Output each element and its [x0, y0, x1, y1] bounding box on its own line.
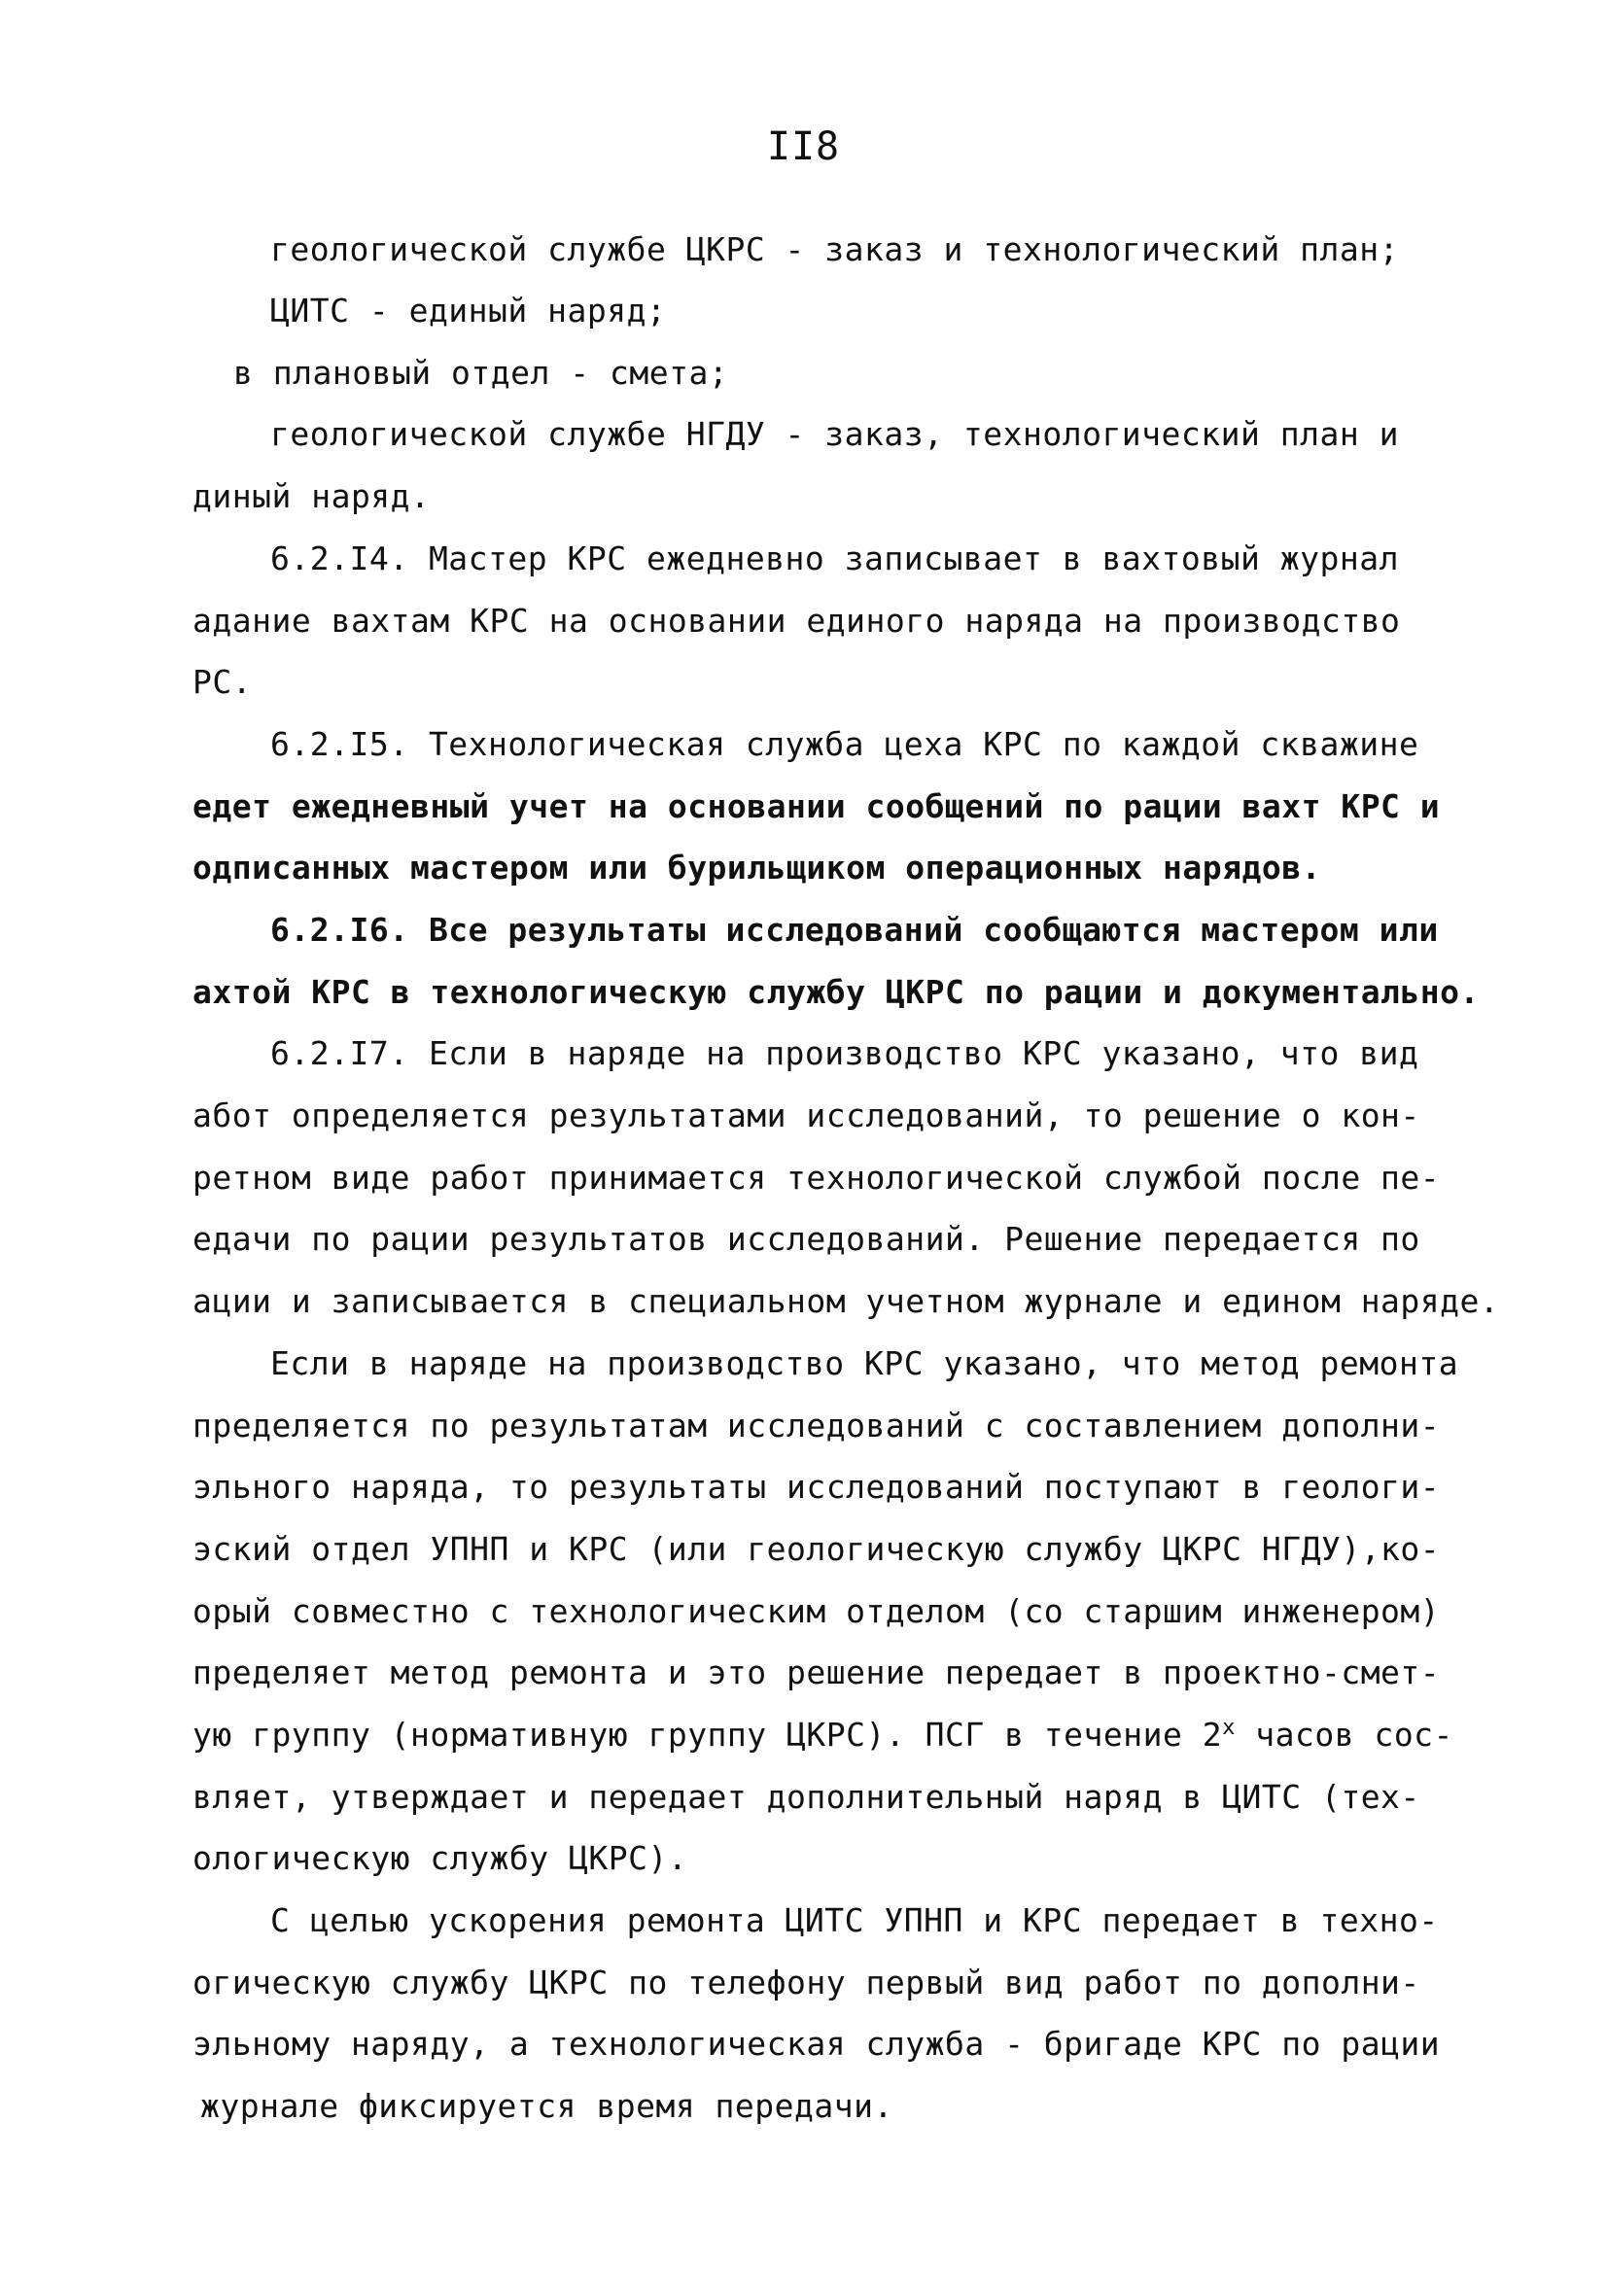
text-line-25 — [192, 1716, 1453, 1755]
text-line-13: ахтой КРС в технологическую службу ЦКРС по рации и документально. — [192, 973, 1480, 1011]
text-line-22: эский отдел УПНП и КРС (или геологическую службу ЦКРС НГДУ),ко- — [192, 1530, 1441, 1568]
text-line-18: ации и записывается в специальном учетном журнале и едином наряде. — [192, 1282, 1500, 1320]
text-line-4: геологической службе НГДУ - заказ, технологический план и — [270, 415, 1399, 453]
text-line-19: Если в наряде на производство КРС указано, что метод ремонта — [270, 1344, 1459, 1382]
text-line-15: абот определяется результатами исследований, то решение о кон- — [192, 1096, 1420, 1134]
text-line-12: 6.2.I6. Все результаты исследований сообщаются мастером или — [270, 911, 1439, 949]
text-line-25-main: ую группу (нормативную группу ЦКРС). ПСГ в течение 2 — [192, 1716, 1223, 1754]
text-line-7: адание вахтам КРС на основании единого наряда на производство — [192, 602, 1401, 640]
text-line-14: 6.2.I7. Если в наряде на производство КРС указано, что вид — [270, 1034, 1419, 1072]
text-line-8: РС. — [192, 663, 253, 701]
text-line-20: пределяется по результатам исследований с составлением дополни- — [192, 1407, 1441, 1444]
text-line-21: эльного наряда, то результаты исследований поступают в геологи- — [192, 1468, 1441, 1506]
text-line-25-tail: часов сос- — [1235, 1716, 1453, 1754]
text-line-28: С целью ускорения ремонта ЦИТС УПНП и КРС передает в техно- — [270, 1901, 1439, 1939]
text-line-6: 6.2.I4. Мастер КРС ежедневно записывает в вахтовый журнал — [270, 539, 1399, 577]
text-line-24: пределяет метод ремонта и это решение передает в проектно-смет- — [192, 1653, 1441, 1691]
text-line-1: геологической службе ЦКРС - заказ и технологический план; — [270, 230, 1399, 268]
text-line-30: эльному наряду, а технологическая служба - бригаде КРС по рации — [192, 2025, 1441, 2063]
text-line-29: огическую службу ЦКРС по телефону первый вид работ по дополни- — [192, 1964, 1420, 2001]
text-line-10: едет ежедневный учет на основании сообщений по рации вахт КРС и — [192, 787, 1441, 825]
text-line-27: ологическую службу ЦКРС). — [192, 1839, 688, 1877]
text-line-2: ЦИТС - единый наряд; — [270, 292, 667, 330]
text-line-17: едачи по рации результатов исследований. Решение передается по — [192, 1220, 1420, 1258]
text-line-9: 6.2.I5. Технологическая служба цеха КРС по каждой скважине — [270, 725, 1419, 763]
page-number: II8 — [766, 124, 841, 169]
text-line-26: вляет, утверждает и передает дополнительный наряд в ЦИТС (тех- — [192, 1778, 1420, 1816]
text-line-16: ретном виде работ принимается технологической службой после пе- — [192, 1159, 1441, 1197]
text-line-3: в плановый отдел - смета; — [233, 354, 729, 392]
text-line-31: журнале фиксируется время передачи. — [200, 2087, 893, 2125]
footnote-marker: х — [1222, 1716, 1236, 1740]
text-line-5: диный наряд. — [192, 477, 431, 515]
text-line-11: одписанных мастером или бурильщиком операционных нарядов. — [192, 849, 1321, 887]
text-line-23: орый совместно с технологическим отделом (со старшим инженером) — [192, 1592, 1441, 1630]
